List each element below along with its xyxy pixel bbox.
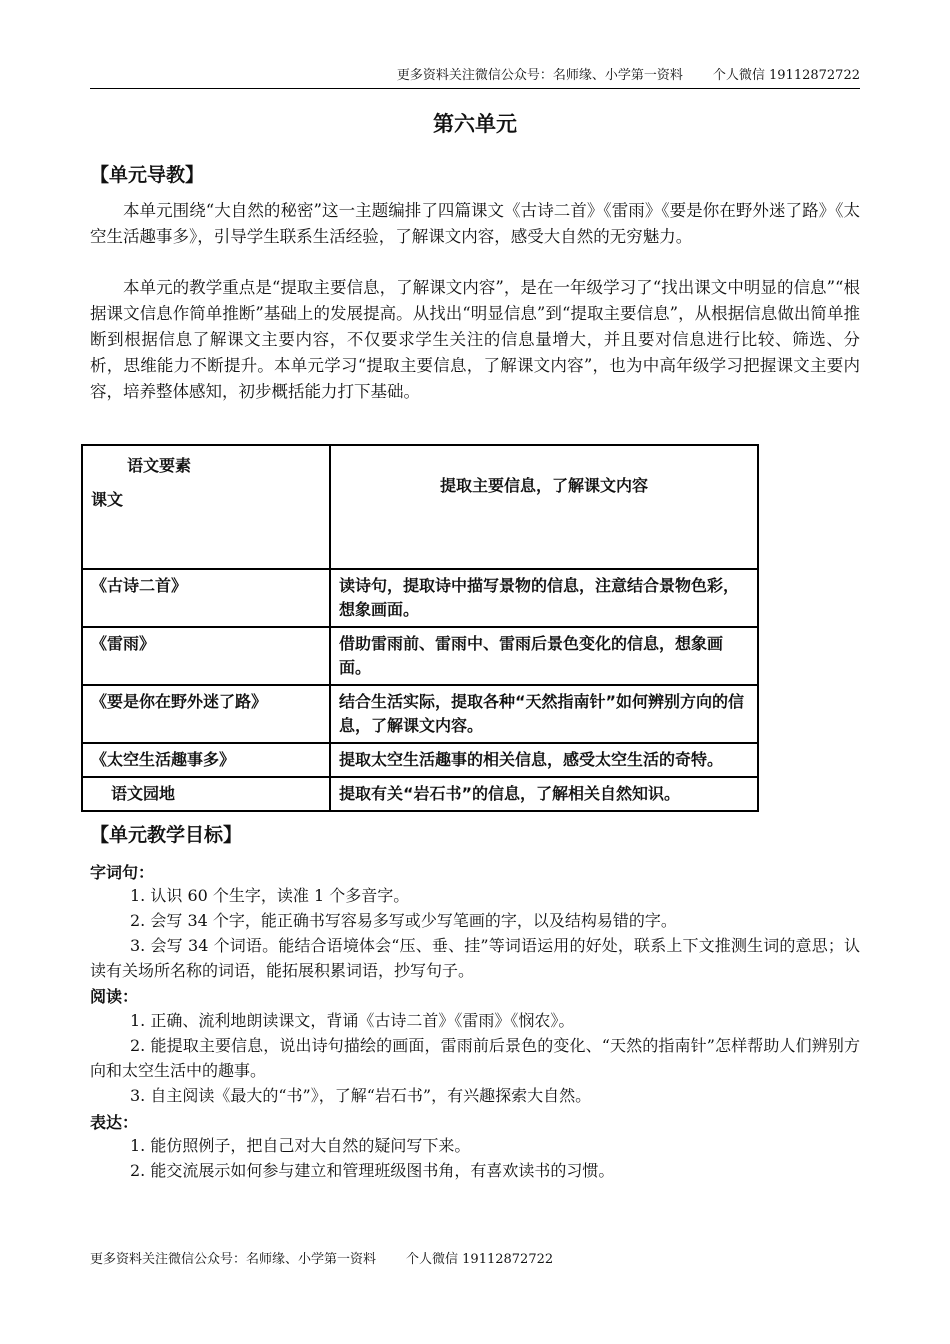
goal-item: 1. 认识 60 个生字，读准 1 个多音字。	[130, 886, 410, 905]
goal-item: 1. 能仿照例子，把自己对大自然的疑问写下来。	[130, 1136, 471, 1155]
footer-promo-text: 更多资料关注微信公众号：名师缘、小学第一资料	[90, 1252, 377, 1267]
expression-label: 表达：	[90, 1113, 139, 1132]
table-corner-cell	[82, 445, 330, 569]
footer-wechat-text: 个人微信 19112872722	[406, 1252, 554, 1267]
guide-paragraph-2: 本单元的教学重点是“提取主要信息，了解课文内容”，是在一年级学习了“找出课文中明显的信息”“根据课文信息作简单推断”基础上的发展提高。从找出“明显信息”到“提取主要信息”，从根据信息做出简单推断到根据信息了解课文主要内容，不仅要求学生关注的信息量增大，并且要对信息进行比较、筛选、分析，思维能力不断提升。本单元学习“提取主要信息，了解课文内容”，也为中高年级学习把握课文主要内容，培养整体感知，初步概括能力打下基础。	[90, 278, 860, 401]
page-title: 第六单元	[433, 112, 517, 136]
element-header-cell: 提取主要信息，了解课文内容	[330, 445, 758, 569]
corner-label-lessons: 课文	[91, 490, 124, 509]
lesson-cell: 《古诗二首》	[82, 569, 330, 627]
table-row	[82, 685, 758, 743]
unit-elements-table	[81, 444, 759, 812]
description-cell: 借助雷雨前、雷雨中、雷雨后景色变化的信息，想象画面。	[330, 627, 758, 685]
table-row	[82, 627, 758, 685]
corner-label-elements: 语文要素	[127, 456, 192, 475]
goal-item: 2. 会写 34 个字，能正确书写容易多写或少写笔画的字，以及结构易错的字。	[130, 911, 677, 930]
lesson-cell: 《要是你在野外迷了路》	[82, 685, 330, 743]
header-wechat-text: 个人微信 19112872722	[712, 68, 860, 83]
table-row	[82, 743, 758, 777]
description-cell: 提取有关“岩石书”的信息，了解相关自然知识。	[330, 777, 758, 811]
goal-item: 1. 正确、流利地朗读课文，背诵《古诗二首》《雷雨》《悯农》。	[130, 1011, 575, 1030]
page-footer	[90, 1248, 553, 1267]
header-promo-text: 更多资料关注微信公众号：名师缘、小学第一资料	[396, 68, 683, 83]
table-header-row	[82, 445, 758, 569]
goal-item: 3. 会写 34 个词语。能结合语境体会“压、垂、挂”等词语运用的好处，联系上下文推测生词的意思；认读有关场所名称的词语，能拓展积累词语，抄写句子。	[90, 936, 860, 980]
description-cell: 结合生活实际，提取各种“天然指南针”如何辨别方向的信息，了解课文内容。	[330, 685, 758, 743]
goal-item: 2. 能提取主要信息，说出诗句描绘的画面，雷雨前后景色的变化、“天然的指南针”怎样帮助人们辨别方向和太空生活中的趣事。	[90, 1036, 860, 1080]
goal-item: 2. 能交流展示如何参与建立和管理班级图书角，有喜欢读书的习惯。	[130, 1161, 615, 1180]
goals-heading: 【单元教学目标】	[90, 824, 243, 846]
lesson-cell: 《太空生活趣事多》	[82, 743, 330, 777]
page-header	[90, 64, 860, 89]
lesson-cell: 《雷雨》	[82, 627, 330, 685]
lesson-cell: 语文园地	[82, 777, 330, 811]
description-cell: 提取太空生活趣事的相关信息，感受太空生活的奇特。	[330, 743, 758, 777]
description-cell: 读诗句，提取诗中描写景物的信息，注意结合景物色彩，想象画面。	[330, 569, 758, 627]
goal-item: 3. 自主阅读《最大的“书”》，了解“岩石书”，有兴趣探索大自然。	[130, 1086, 592, 1105]
guide-paragraph-1: 本单元围绕“大自然的秘密”这一主题编排了四篇课文《古诗二首》《雷雨》《要是你在野外迷了路》《太空生活趣事多》，引导学生联系生活经验，了解课文内容，感受大自然的无穷魅力。	[90, 201, 860, 246]
reading-label: 阅读：	[90, 987, 139, 1006]
table-row	[82, 777, 758, 811]
words-label: 字词句：	[90, 863, 155, 882]
table-row	[82, 569, 758, 627]
guide-heading: 【单元导教】	[90, 164, 205, 186]
